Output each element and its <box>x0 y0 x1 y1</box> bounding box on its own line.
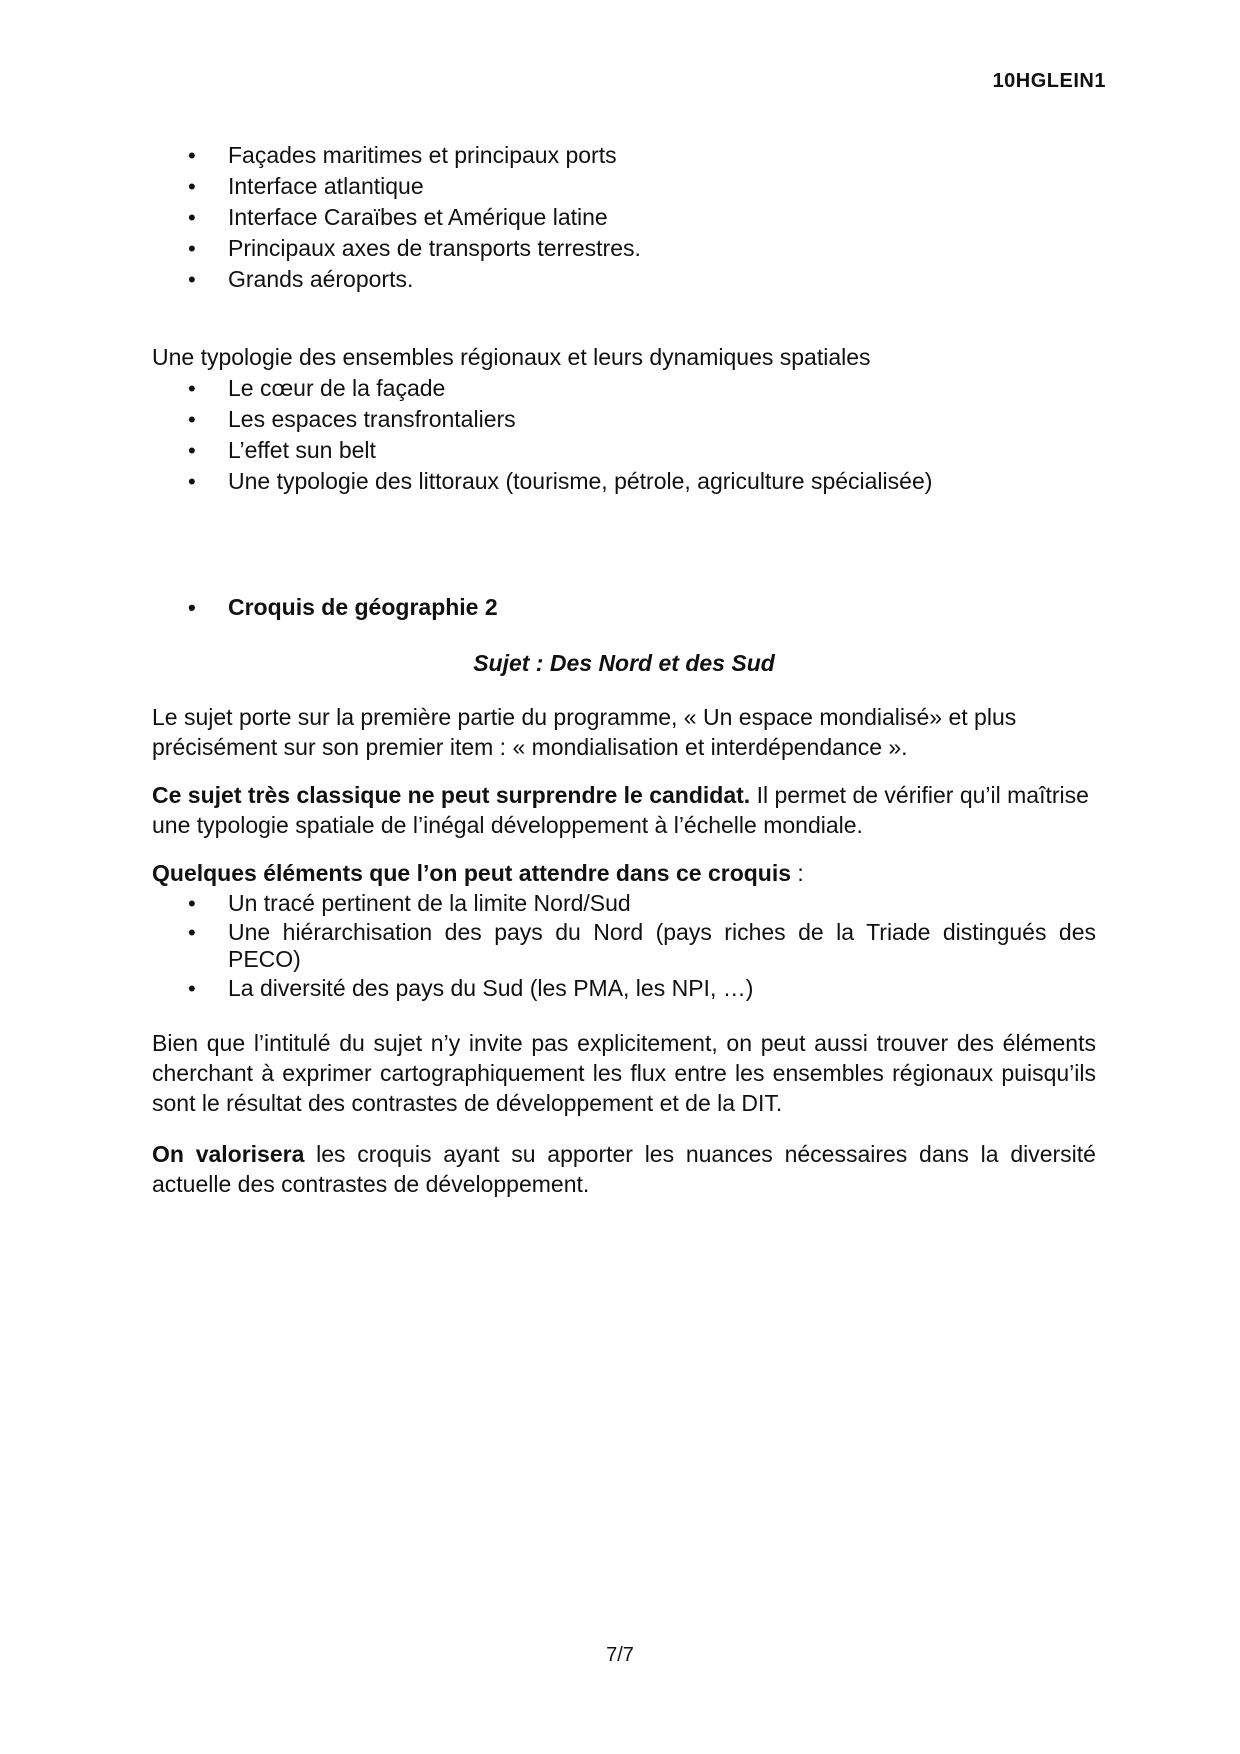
list-item: • Principaux axes de transports terrestres. <box>152 233 1096 264</box>
list-item: • Interface atlantique <box>152 171 1096 202</box>
list-item: • Une typologie des littoraux (tourisme, pétrole, agriculture spécialisée) <box>152 466 1096 497</box>
elements-heading <box>152 858 1096 888</box>
paragraph-classic <box>152 780 1096 840</box>
list-item: • Grands aéroports. <box>152 264 1096 295</box>
subject-title: Sujet : Des Nord et des Sud <box>473 650 775 676</box>
elements-list <box>152 888 1096 1004</box>
page-number: 7/7 <box>606 1644 634 1666</box>
typology-list <box>152 373 1096 497</box>
bold-lead: On valorisera <box>152 1141 305 1168</box>
paragraph-flux: Bien que l’intitulé du sujet n’y invite pas explicitement, on peut aussi trouver des éléments cherchant à exprimer cartographiquement les flux entre les ensembles régionaux puisqu’ils sont le résultat des contrastes de développement et de la DIT. <box>152 1030 1096 1117</box>
typology-intro: Une typologie des ensembles régionaux et leurs dynamiques spatiales <box>152 344 871 370</box>
list-item: • Un tracé pertinent de la limite Nord/Sud <box>152 888 1096 919</box>
list-item: • Le cœur de la façade <box>152 373 1096 404</box>
list-item: • L’effet sun belt <box>152 435 1096 466</box>
colon: : <box>791 860 804 887</box>
paragraph-valorisera <box>152 1139 1096 1199</box>
list-item: • Une hiérarchisation des pays du Nord (pays riches de la Triade distingués des PECO) <box>152 919 1096 973</box>
paragraph-text: les croquis ayant su apporter les nuances nécessaires dans la diversité actuelle des contrastes de développement. <box>152 1141 1096 1198</box>
list-item: • Façades maritimes et principaux ports <box>152 140 1096 171</box>
list-item: • Interface Caraïbes et Amérique latine <box>152 202 1096 233</box>
section-heading: • Croquis de géographie 2 <box>152 592 1096 623</box>
paragraph-text: Il permet de vérifier qu’il maîtrise une typologie spatiale de l’inégal développement à l’échelle mondiale. <box>152 782 1089 839</box>
croquis-heading-list <box>152 592 1096 623</box>
page-content <box>152 140 1096 1199</box>
list-item: • Les espaces transfrontaliers <box>152 404 1096 435</box>
bold-lead: Ce sujet très classique ne peut surprendre le candidat. <box>152 782 751 809</box>
bold-lead: Quelques éléments que l’on peut attendre dans ce croquis <box>152 860 792 887</box>
paragraph-program: Le sujet porte sur la première partie du programme, « Un espace mondialisé» et plus précisément sur son premier item : « mondialisation et interdépendance ». <box>152 704 1017 761</box>
features-list <box>152 140 1096 295</box>
document-code: 10HGLEIN1 <box>992 70 1106 92</box>
list-item: • La diversité des pays du Sud (les PMA, les NPI, …) <box>152 973 1096 1004</box>
